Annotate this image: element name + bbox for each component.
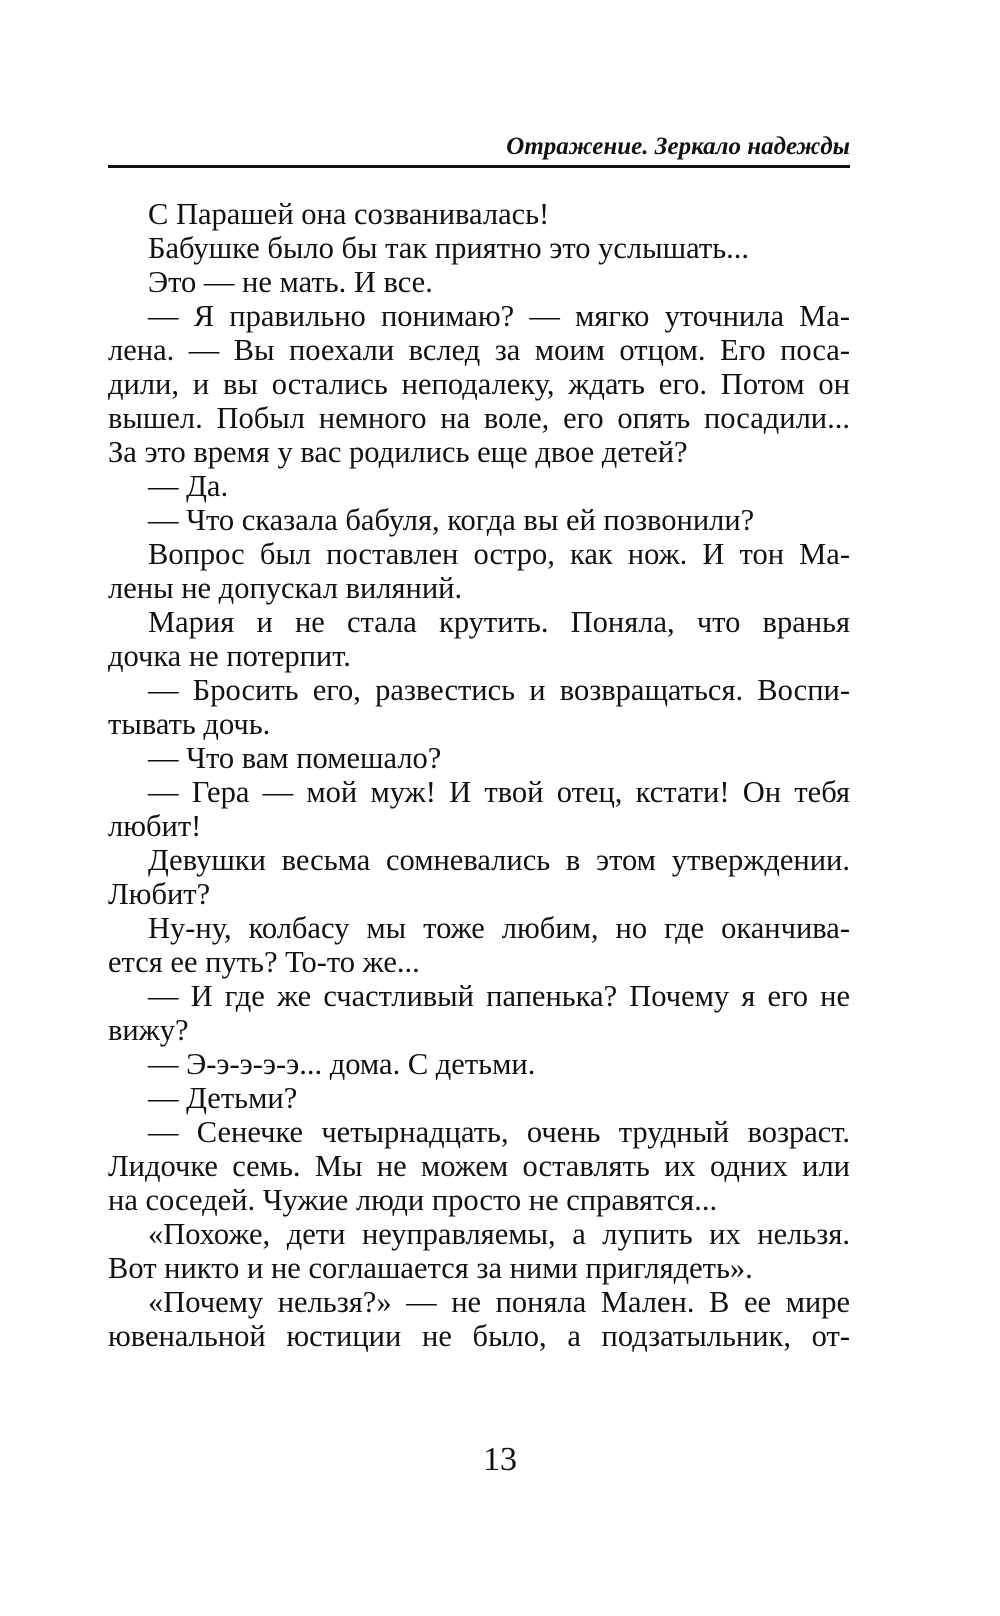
text-line: дили, и вы остались неподалеку, ждать его. Потом он	[108, 367, 850, 401]
text-line: любит!	[108, 809, 202, 843]
text-line: ется ее путь? То-то же...	[108, 945, 420, 979]
text-line: — Сенечке четырнадцать, очень трудный возраст.	[148, 1115, 850, 1149]
text-line: Это — не мать. И все.	[148, 265, 433, 299]
text-line: Любит?	[108, 877, 211, 911]
running-header-title: Отражение. Зеркало надежды	[506, 133, 850, 160]
text-line: вижу?	[108, 1013, 189, 1047]
text-line: Бабушке было бы так приятно это услышать...	[148, 231, 749, 265]
running-header	[108, 128, 850, 168]
text-line: — Гера — мой муж! И твой отец, кстати! Он тебя	[148, 775, 850, 809]
text-line: — Бросить его, развестись и возвращаться. Воспи-	[148, 673, 850, 707]
text-line: ювенальной юстиции не было, а подзатыльник, от-	[108, 1319, 850, 1353]
text-line: дочка не потерпит.	[108, 639, 351, 673]
text-line: Девушки весьма сомневались в этом утверждении.	[148, 843, 850, 877]
text-line: Вот никто и не соглашается за ними приглядеть».	[108, 1251, 753, 1285]
text-line: «Почему нельзя?» — не поняла Мален. В ее мире	[148, 1285, 850, 1319]
text-line: вышел. Побыл немного на воле, его опять посадили...	[108, 401, 850, 435]
text-line: С Парашей она созванивалась!	[148, 197, 550, 231]
text-line: — Что вам помешало?	[148, 741, 442, 775]
text-line: — Да.	[148, 469, 229, 503]
text-line: на соседей. Чужие люди просто не справятся...	[108, 1183, 718, 1217]
text-line: — Что сказала бабуля, когда вы ей позвонили?	[148, 503, 755, 537]
text-line: лена. — Вы поехали вслед за моим отцом. Его поса-	[108, 333, 850, 367]
text-line: Мария и не стала крутить. Поняла, что вранья	[148, 605, 850, 639]
text-line: — Э-э-э-э-э... дома. С детьми.	[148, 1047, 536, 1081]
text-line: «Похоже, дети неуправляемы, а лупить их нельзя.	[148, 1217, 850, 1251]
text-line: Ну-ну, колбасу мы тоже любим, но где оканчива-	[148, 911, 850, 945]
text-line: тывать дочь.	[108, 707, 271, 741]
page-number: 13	[483, 1441, 517, 1478]
text-line: — И где же счастливый папенька? Почему я его не	[148, 979, 850, 1013]
text-line: Вопрос был поставлен остро, как нож. И тон Ма-	[148, 537, 850, 571]
text-line: Лидочке семь. Мы не можем оставлять их одних или	[108, 1149, 850, 1183]
text-line: За это время у вас родились еще двое детей?	[108, 435, 688, 469]
text-line: — Детьми?	[148, 1081, 298, 1115]
text-line: — Я правильно понимаю? — мягко уточнила Ма-	[148, 299, 850, 333]
text-line: лены не допускал виляний.	[108, 571, 463, 605]
